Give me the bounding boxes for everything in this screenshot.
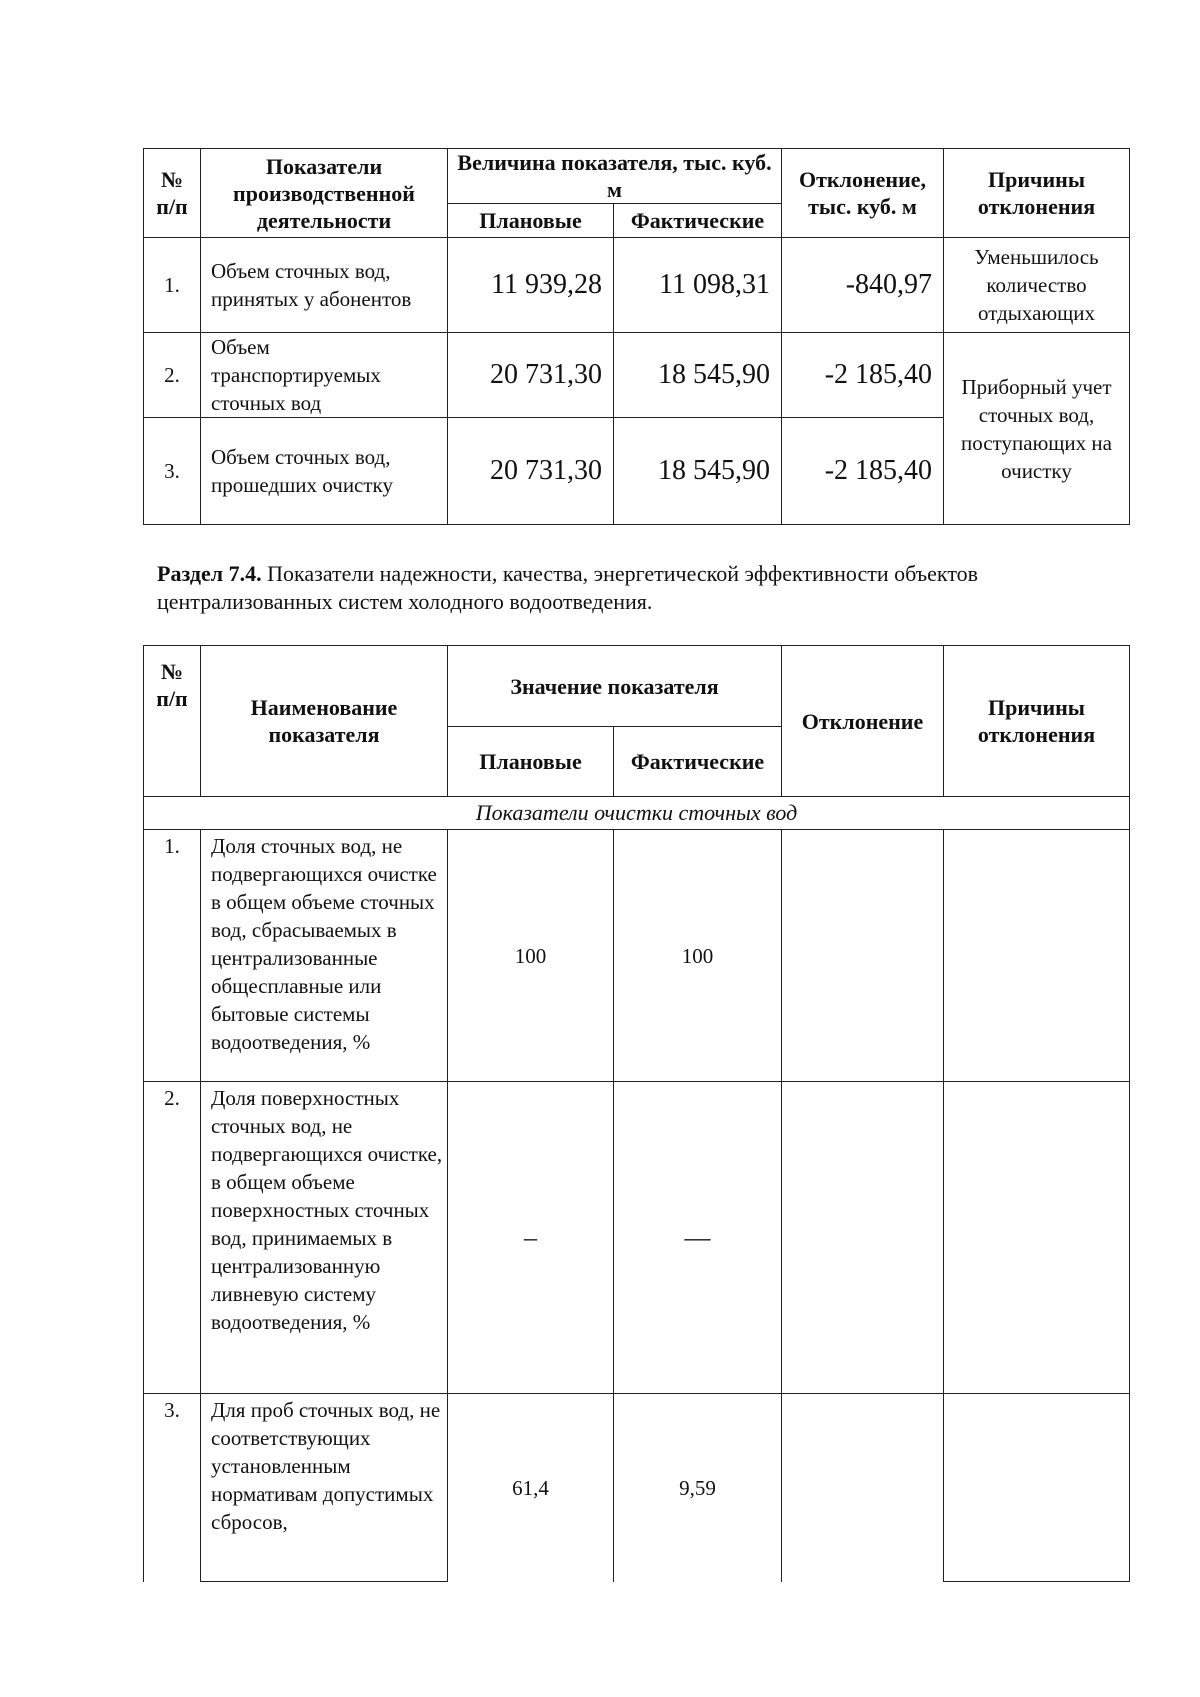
row-num: 1.: [144, 830, 201, 1082]
quality-indicators-table: [143, 645, 1130, 1582]
row-planned: –: [448, 1082, 614, 1394]
row-planned: 20 731,30: [448, 333, 614, 418]
row-reason: Уменьшилось количество отдыхающих: [944, 238, 1130, 333]
header-planned: Плановые: [448, 204, 614, 238]
section-text: Показатели надежности, качества, энергетической эффективности объектов централизованных систем холодного водоотведения.: [157, 561, 979, 614]
table-row: [144, 238, 1130, 333]
table-row: [144, 1082, 1130, 1394]
header-name: Наименование показателя: [201, 646, 448, 797]
row-reason: [944, 1082, 1130, 1394]
row-num: 3.: [144, 1394, 201, 1582]
header-planned: Плановые: [448, 727, 614, 797]
header-indicator: Показатели производственной деятельности: [201, 149, 448, 238]
row-deviation: [782, 1082, 944, 1394]
production-indicators-table: [143, 148, 1130, 525]
row-name: Объем сточных вод, прошедших очистку: [201, 418, 448, 525]
merged-reason: Приборный учет сточных вод, поступающих на очистку: [944, 333, 1130, 525]
row-num: 2.: [144, 1082, 201, 1394]
header-actual: Фактические: [614, 204, 782, 238]
table-row: [144, 333, 1130, 418]
row-num: 3.: [144, 418, 201, 525]
header-value-group: Величина показателя, тыс. куб. м: [448, 149, 782, 204]
section-label: Раздел 7.4.: [157, 561, 262, 586]
row-reason: [944, 1394, 1130, 1582]
row-num: 2.: [144, 333, 201, 418]
section-heading: [157, 560, 1137, 616]
header-deviation: Отклонение: [782, 646, 944, 797]
row-actual: 11 098,31: [614, 238, 782, 333]
row-deviation: -2 185,40: [782, 418, 944, 525]
row-planned: 100: [448, 830, 614, 1082]
row-name: Для проб сточных вод, не соответствующих установленным нормативам допустимых сбросов,: [201, 1394, 448, 1582]
table-row: [144, 830, 1130, 1082]
row-deviation: -840,97: [782, 238, 944, 333]
row-deviation: [782, 830, 944, 1082]
row-reason: [944, 830, 1130, 1082]
header-deviation: Отклонение, тыс. куб. м: [782, 149, 944, 238]
row-planned: 11 939,28: [448, 238, 614, 333]
row-actual: 18 545,90: [614, 333, 782, 418]
header-reasons: Причины отклонения: [944, 646, 1130, 797]
header-value-group: Значение показателя: [448, 646, 782, 727]
row-deviation: [782, 1394, 944, 1582]
row-actual: 100: [614, 830, 782, 1082]
row-actual: 18 545,90: [614, 418, 782, 525]
row-actual: 9,59: [614, 1394, 782, 1582]
header-reasons: Причины отклонения: [944, 149, 1130, 238]
row-name: Объем транспортируемых сточных вод: [201, 333, 448, 418]
header-num: № п/п: [144, 149, 201, 238]
row-planned: 61,4: [448, 1394, 614, 1582]
table-row: [144, 1394, 1130, 1582]
row-name: Объем сточных вод, принятых у абонентов: [201, 238, 448, 333]
row-actual: —: [614, 1082, 782, 1394]
row-name: Доля поверхностных сточных вод, не подвергающихся очистке, в общем объеме поверхностных сточных вод, принимаемых в централизованную ливневую систему водоотведения, %: [201, 1082, 448, 1394]
row-planned: 20 731,30: [448, 418, 614, 525]
header-num: № п/п: [144, 646, 201, 797]
subheader-row: Показатели очистки сточных вод: [144, 797, 1130, 830]
row-num: 1.: [144, 238, 201, 333]
row-name: Доля сточных вод, не подвергающихся очистке в общем объеме сточных вод, сбрасываемых в централизованные общесплавные или бытовые системы водоотведения, %: [201, 830, 448, 1082]
header-actual: Фактические: [614, 727, 782, 797]
row-deviation: -2 185,40: [782, 333, 944, 418]
